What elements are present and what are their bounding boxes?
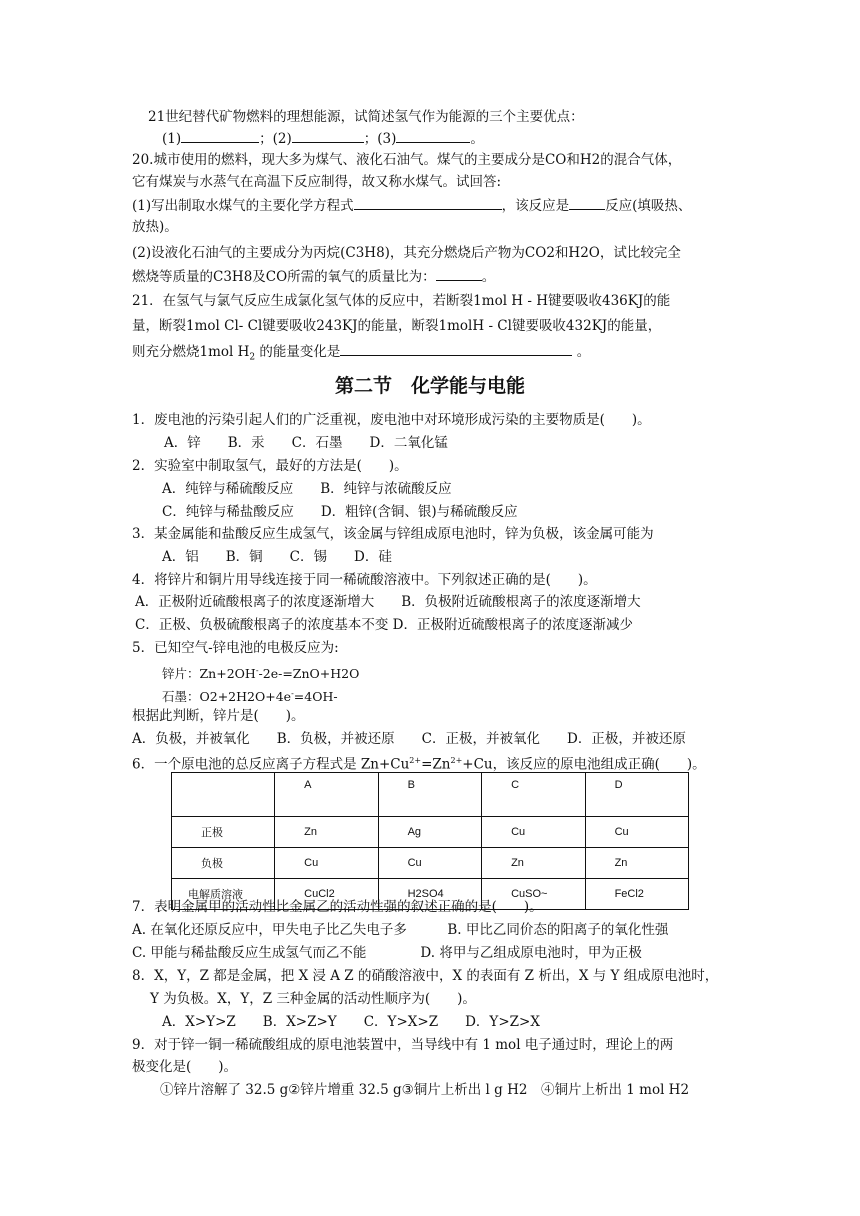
q7-options-1: A. 在氧化还原反应中，甲失电子比乙失电子多 B. 甲比乙同价态的阳离子的氧化性强 <box>132 922 669 938</box>
q2-stem: 2．实验室中制取氢气，最好的方法是( )。 <box>132 458 408 474</box>
table-cell: 正极 <box>172 817 275 848</box>
q21-line3: 则充分燃烧1mol $H_2$ 的能量变化是 。 <box>132 341 590 368</box>
table-cell <box>172 773 275 817</box>
table-cell: CuCl2 <box>275 879 378 910</box>
answer-blank-1[interactable] <box>181 128 259 143</box>
q9-line1: 9．对于锌一铜一稀硫酸组成的原电池装置中，当导线中有 1 mol 电子通过时，理论上的两 <box>132 1037 674 1053</box>
q20-line1: 20.城市使用的燃料，现大多为煤气、液化石油气。煤气的主要成分是CO和H2的混合气体， <box>132 152 682 168</box>
q5-stem: 5．已知空气-锌电池的电极反应为: <box>132 640 339 656</box>
q5-options: A．负极，并被氧化 B．负极，并被还原 C．正极，并被氧化 D．正极，并被还原 <box>132 731 686 747</box>
table-cell: 负极 <box>172 848 275 879</box>
answer-blank-2[interactable] <box>292 128 364 143</box>
q7-options-2: C. 甲能与稀盐酸反应生成氢气而乙不能 D. 将甲与乙组成原电池时，甲为正极 <box>132 945 642 961</box>
q2-options-1: A．纯锌与稀硫酸反应 B．纯锌与浓硫酸反应 <box>162 481 452 497</box>
table-cell: FeCl2 <box>585 879 688 910</box>
table-cell: Cu <box>585 817 688 848</box>
energy-blank[interactable] <box>340 341 572 356</box>
q7-stem: 7．表明金属甲的活动性比金属乙的活动性强的叙述正确的是( )。 <box>132 899 543 915</box>
q8-options: A．X>Y>Z B．X>Z>Y C．Y>X>Z D．Y>Z>X <box>162 1014 540 1030</box>
table-header-cell: A <box>275 773 378 817</box>
q3-options: A．铝 B．铜 C．锡 D．硅 <box>162 549 392 565</box>
table-cell: Cu <box>482 817 586 848</box>
q9-items: ①锌片溶解了 32.5 g②锌片增重 32.5 g③铜片上析出 l g H2 ④铜片上析出 1 mol H2 <box>160 1082 690 1098</box>
q4-options-2: C．正极、负极硫酸根离子的浓度基本不变 D．正极附近硫酸根离子的浓度逐渐减少 <box>135 617 633 633</box>
q5-judge: 根据此判断，锌片是( )。 <box>132 708 305 724</box>
cell-composition-table <box>171 772 689 910</box>
equation-blank[interactable] <box>354 195 502 210</box>
advantages-blanks: (1) ；(2) ；(3) 。 <box>162 128 484 149</box>
q4-options-1: A．正极附近硫酸根离子的浓度逐渐增大 B．负极附近硫酸根离子的浓度逐渐增大 <box>135 594 641 610</box>
q20-line2: 它有煤炭与水蒸气在高温下反应制得，故又称水煤气。试回答: <box>132 174 502 190</box>
q20-part1: (1)写出制取水煤气的主要化学方程式 ，该反应是 反应(填吸热、 <box>132 195 691 216</box>
q8-line1: 8．X，Y，Z 都是金属，把 X 浸 A Z 的硝酸溶液中，X 的表面有 Z 析出，X 与 Y 组成原电池时， <box>132 968 719 984</box>
table-row <box>172 848 689 879</box>
table-cell: CuSO~ <box>482 879 586 910</box>
q3-stem: 3．某金属能和盐酸反应生成氢气，该金属与锌组成原电池时，锌为负极，该金属可能为 <box>132 526 654 542</box>
table-header-cell: C <box>482 773 586 817</box>
table-cell: H2SO4 <box>378 879 481 910</box>
q9-line2: 极变化是( )。 <box>132 1059 238 1075</box>
table-cell: 电解质溶液 <box>172 879 275 910</box>
q21-line2: 量，断裂1mol Cl- Cl键要吸收243KJ的能量，断裂1molH - Cl键要吸收432KJ的能量， <box>132 318 662 334</box>
q2-options-2: C．纯锌与稀盐酸反应 D．粗锌(含铜、银)与稀硫酸反应 <box>162 504 518 520</box>
table-cell: Zn <box>482 848 586 879</box>
q21-line1: 21．在氢气与氯气反应生成氯化氢气体的反应中，若断裂1mol H - H键要吸收436KJ的能 <box>132 293 671 309</box>
q5-graphite-reaction: 石墨：O2+2H2O+4e-=4OH- <box>162 689 338 705</box>
q6-stem: 6．一个原电池的总反应离子方程式是 $Zn+Cu^{2+}=Zn^{2+}+Cu$，该反应的原电池组成正确( )。 <box>132 756 706 773</box>
intro-line: 21世纪替代矿物燃料的理想能源，试简述氢气作为能源的三个主要优点： <box>148 109 584 125</box>
q8-line2: Y 为负极。X，Y，Z 三种金属的活动性顺序为( )。 <box>150 991 476 1007</box>
q1-options: A．锌 B．汞 C．石墨 D．二氧化锰 <box>164 435 448 451</box>
q20-part2-line1: (2)设液化石油气的主要成分为丙烷(C3H8)，其充分燃烧后产物为CO2和H2O，试比较完全 <box>132 245 681 261</box>
table-cell: Cu <box>275 848 378 879</box>
table-cell: Cu <box>378 848 481 879</box>
table-row <box>172 773 689 817</box>
heat-blank[interactable] <box>569 195 605 210</box>
q5-zinc-reaction: 锌片：Zn+2OH--2e-=ZnO+H2O <box>162 666 360 682</box>
section-title: 第二节 化学能与电能 <box>334 375 525 397</box>
q20-part1-end: 放热)。 <box>132 219 178 235</box>
q1-stem: 1．废电池的污染引起人们的广泛重视，废电池中对环境形成污染的主要物质是( )。 <box>132 412 651 428</box>
q20-part2-line2: 燃烧等质量的C3H8及CO所需的氧气的质量比为： 。 <box>132 266 495 287</box>
q4-stem: 4．将锌片和铜片用导线连接于同一稀硫酸溶液中。下列叙述正确的是( )。 <box>132 572 597 588</box>
table-cell: Zn <box>585 848 688 879</box>
table-header-cell: B <box>378 773 481 817</box>
ratio-blank[interactable] <box>436 266 482 281</box>
table-cell: Zn <box>275 817 378 848</box>
table-row <box>172 817 689 848</box>
answer-blank-3[interactable] <box>396 128 470 143</box>
table-header-cell: D <box>585 773 688 817</box>
table-cell: Ag <box>378 817 481 848</box>
